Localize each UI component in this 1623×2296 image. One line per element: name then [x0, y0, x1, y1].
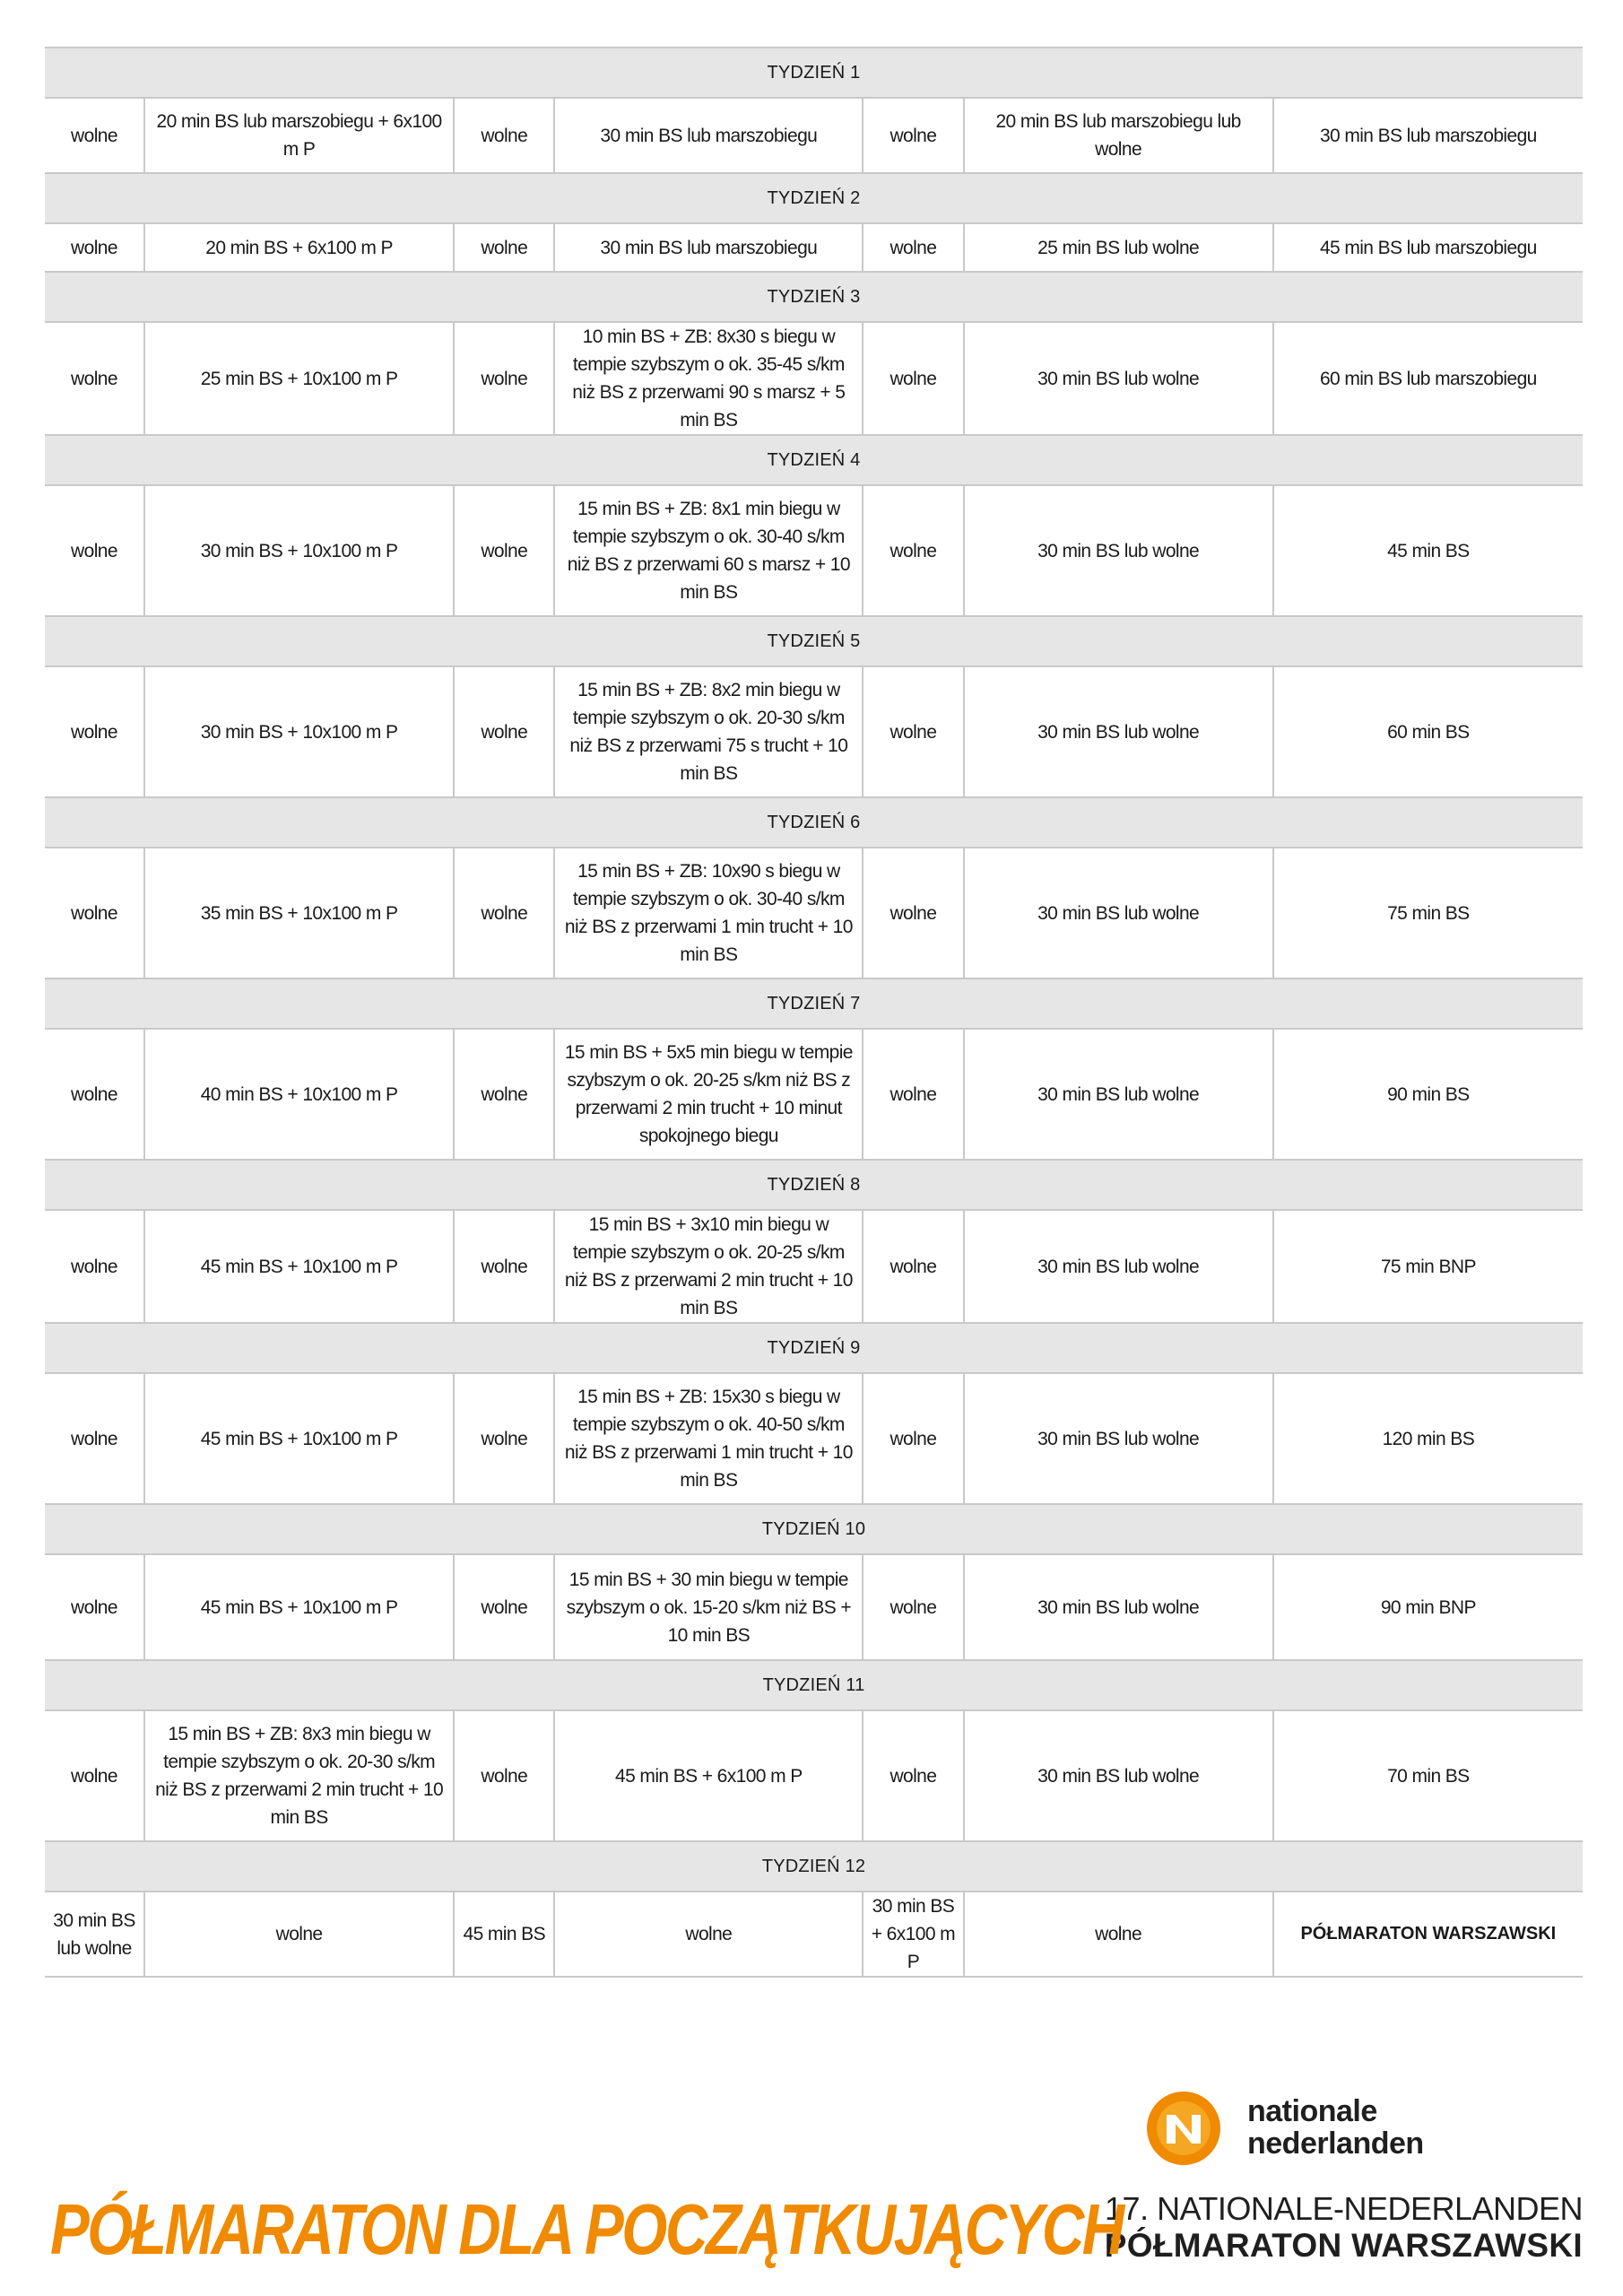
day-7-cell: 90 min BNP [1273, 1554, 1583, 1660]
day-7-cell: 70 min BS [1273, 1710, 1583, 1841]
week-header-row [45, 272, 1583, 322]
day-3-cell: wolne [454, 848, 554, 978]
day-2-cell: 35 min BS + 10x100 m P [144, 848, 454, 978]
day-4-cell: 15 min BS + ZB: 8x2 min biegu w tempie szybszym o ok. 20-30 s/km niż BS z przerwami 75 s trucht + 10 min BS [554, 666, 863, 797]
week-label: TYDZIEŃ 11 [45, 1660, 1583, 1710]
day-3-cell: wolne [454, 1710, 554, 1841]
day-5-cell: wolne [863, 1029, 963, 1160]
day-6-cell: 30 min BS lub wolne [964, 485, 1273, 616]
day-3-cell: wolne [454, 1554, 554, 1660]
day-1-cell: wolne [45, 1710, 144, 1841]
day-6-cell: 30 min BS lub wolne [964, 666, 1273, 797]
day-3-cell: wolne [454, 1373, 554, 1504]
day-7-cell: 90 min BS [1273, 1029, 1583, 1160]
day-6-cell: 30 min BS lub wolne [964, 322, 1273, 435]
day-2-cell: 45 min BS + 10x100 m P [144, 1554, 454, 1660]
day-1-cell: wolne [45, 848, 144, 978]
day-4-cell: wolne [554, 1892, 863, 1977]
week-header-row [45, 48, 1583, 98]
week-label: TYDZIEŃ 12 [45, 1841, 1583, 1892]
day-7-cell: 75 min BS [1273, 848, 1583, 978]
week-days-row [45, 1554, 1583, 1660]
day-1-cell: wolne [45, 223, 144, 272]
day-5-cell: wolne [863, 223, 963, 272]
day-5-cell: 30 min BS + 6x100 m P [863, 1892, 963, 1977]
week-header-row [45, 1660, 1583, 1710]
day-7-cell: 120 min BS [1273, 1373, 1583, 1504]
day-1-cell: wolne [45, 1373, 144, 1504]
week-days-row [45, 98, 1583, 173]
event-line-1: 17. NATIONALE-NEDERLANDEN [1105, 2190, 1583, 2227]
day-5-cell: wolne [863, 1373, 963, 1504]
day-5-cell: wolne [863, 1210, 963, 1323]
week-label: TYDZIEŃ 3 [45, 272, 1583, 322]
page-title: PÓŁMARATON DLA POCZĄTKUJĄCYCH [50, 2189, 1123, 2269]
day-2-cell: 45 min BS + 10x100 m P [144, 1373, 454, 1504]
day-2-cell: 20 min BS + 6x100 m P [144, 223, 454, 272]
logo-line-1: nationale [1247, 2094, 1377, 2128]
week-days-row [45, 1210, 1583, 1323]
nn-logo-icon [1145, 2090, 1222, 2167]
week-label: TYDZIEŃ 9 [45, 1323, 1583, 1373]
day-2-cell: 25 min BS + 10x100 m P [144, 322, 454, 435]
day-1-cell: wolne [45, 666, 144, 797]
week-label: TYDZIEŃ 6 [45, 797, 1583, 848]
week-days-row [45, 322, 1583, 435]
week-days-row [45, 666, 1583, 797]
week-days-row [45, 1710, 1583, 1841]
day-4-cell: 10 min BS + ZB: 8x30 s biegu w tempie szybszym o ok. 35-45 s/km niż BS z przerwami 90 s marsz + 5 min BS [554, 322, 863, 435]
day-2-cell: 45 min BS + 10x100 m P [144, 1210, 454, 1323]
day-7-cell: PÓŁMARATON WARSZAWSKI [1273, 1892, 1583, 1977]
day-2-cell: 30 min BS + 10x100 m P [144, 485, 454, 616]
day-7-cell: 30 min BS lub marszobiegu [1273, 98, 1583, 173]
week-header-row [45, 1160, 1583, 1210]
day-4-cell: 15 min BS + 5x5 min biegu w tempie szybszym o ok. 20-25 s/km niż BS z przerwami 2 min trucht + 10 minut spokojnego biegu [554, 1029, 863, 1160]
day-3-cell: wolne [454, 98, 554, 173]
day-3-cell: wolne [454, 1210, 554, 1323]
day-5-cell: wolne [863, 98, 963, 173]
day-7-cell: 60 min BS lub marszobiegu [1273, 322, 1583, 435]
week-header-row [45, 435, 1583, 485]
day-1-cell: wolne [45, 1554, 144, 1660]
day-6-cell: 30 min BS lub wolne [964, 1710, 1273, 1841]
day-2-cell: 20 min BS lub marszobiegu + 6x100 m P [144, 98, 454, 173]
day-4-cell: 30 min BS lub marszobiegu [554, 98, 863, 173]
day-5-cell: wolne [863, 1710, 963, 1841]
day-4-cell: 15 min BS + ZB: 15x30 s biegu w tempie szybszym o ok. 40-50 s/km niż BS z przerwami 1 min trucht + 10 min BS [554, 1373, 863, 1504]
day-4-cell: 15 min BS + 30 min biegu w tempie szybszym o ok. 15-20 s/km niż BS + 10 min BS [554, 1554, 863, 1660]
day-5-cell: wolne [863, 322, 963, 435]
day-5-cell: wolne [863, 666, 963, 797]
day-6-cell: 20 min BS lub marszobiegu lub wolne [964, 98, 1273, 173]
day-6-cell: 30 min BS lub wolne [964, 1210, 1273, 1323]
day-4-cell: 15 min BS + ZB: 10x90 s biegu w tempie szybszym o ok. 30-40 s/km niż BS z przerwami 1 min trucht + 10 min BS [554, 848, 863, 978]
day-3-cell: wolne [454, 666, 554, 797]
day-1-cell: wolne [45, 98, 144, 173]
day-3-cell: wolne [454, 223, 554, 272]
event-line-2: PÓŁMARATON WARSZAWSKI [1104, 2227, 1583, 2264]
day-4-cell: 15 min BS + ZB: 8x1 min biegu w tempie szybszym o ok. 30-40 s/km niż BS z przerwami 60 s marsz + 10 min BS [554, 485, 863, 616]
week-header-row [45, 978, 1583, 1029]
day-2-cell: wolne [144, 1892, 454, 1977]
day-1-cell: wolne [45, 1029, 144, 1160]
day-3-cell: wolne [454, 322, 554, 435]
day-5-cell: wolne [863, 848, 963, 978]
day-2-cell: 15 min BS + ZB: 8x3 min biegu w tempie szybszym o ok. 20-30 s/km niż BS z przerwami 2 min trucht + 10 min BS [144, 1710, 454, 1841]
day-1-cell: wolne [45, 322, 144, 435]
day-7-cell: 45 min BS lub marszobiegu [1273, 223, 1583, 272]
week-header-row [45, 1841, 1583, 1892]
week-header-row [45, 1504, 1583, 1554]
day-1-cell: 30 min BS lub wolne [45, 1892, 144, 1977]
day-1-cell: wolne [45, 1210, 144, 1323]
week-label: TYDZIEŃ 7 [45, 978, 1583, 1029]
day-3-cell: wolne [454, 1029, 554, 1160]
week-label: TYDZIEŃ 1 [45, 48, 1583, 98]
week-header-row [45, 797, 1583, 848]
week-label: TYDZIEŃ 4 [45, 435, 1583, 485]
nationale-nederlanden-logo [1145, 2090, 1558, 2170]
day-1-cell: wolne [45, 485, 144, 616]
week-days-row [45, 223, 1583, 272]
day-7-cell: 60 min BS [1273, 666, 1583, 797]
training-plan-table [45, 47, 1583, 1978]
day-4-cell: 45 min BS + 6x100 m P [554, 1710, 863, 1841]
logo-line-2: nederlanden [1247, 2126, 1424, 2161]
day-6-cell: 30 min BS lub wolne [964, 1373, 1273, 1504]
day-6-cell: 30 min BS lub wolne [964, 1554, 1273, 1660]
day-2-cell: 30 min BS + 10x100 m P [144, 666, 454, 797]
day-6-cell: 25 min BS lub wolne [964, 223, 1273, 272]
week-days-row [45, 485, 1583, 616]
day-6-cell: wolne [964, 1892, 1273, 1977]
day-7-cell: 45 min BS [1273, 485, 1583, 616]
day-2-cell: 40 min BS + 10x100 m P [144, 1029, 454, 1160]
week-label: TYDZIEŃ 10 [45, 1504, 1583, 1554]
day-5-cell: wolne [863, 485, 963, 616]
week-label: TYDZIEŃ 5 [45, 616, 1583, 666]
day-3-cell: 45 min BS [454, 1892, 554, 1977]
day-6-cell: 30 min BS lub wolne [964, 848, 1273, 978]
week-label: TYDZIEŃ 2 [45, 173, 1583, 223]
event-name [1105, 2191, 1583, 2265]
week-header-row [45, 173, 1583, 223]
day-7-cell: 75 min BNP [1273, 1210, 1583, 1323]
day-3-cell: wolne [454, 485, 554, 616]
day-4-cell: 30 min BS lub marszobiegu [554, 223, 863, 272]
day-6-cell: 30 min BS lub wolne [964, 1029, 1273, 1160]
week-header-row [45, 616, 1583, 666]
week-days-row [45, 848, 1583, 978]
week-label: TYDZIEŃ 8 [45, 1160, 1583, 1210]
week-days-row [45, 1892, 1583, 1977]
week-days-row [45, 1029, 1583, 1160]
week-days-row [45, 1373, 1583, 1504]
week-header-row [45, 1323, 1583, 1373]
day-5-cell: wolne [863, 1554, 963, 1660]
day-4-cell: 15 min BS + 3x10 min biegu w tempie szybszym o ok. 20-25 s/km niż BS z przerwami 2 min trucht + 10 min BS [554, 1210, 863, 1323]
